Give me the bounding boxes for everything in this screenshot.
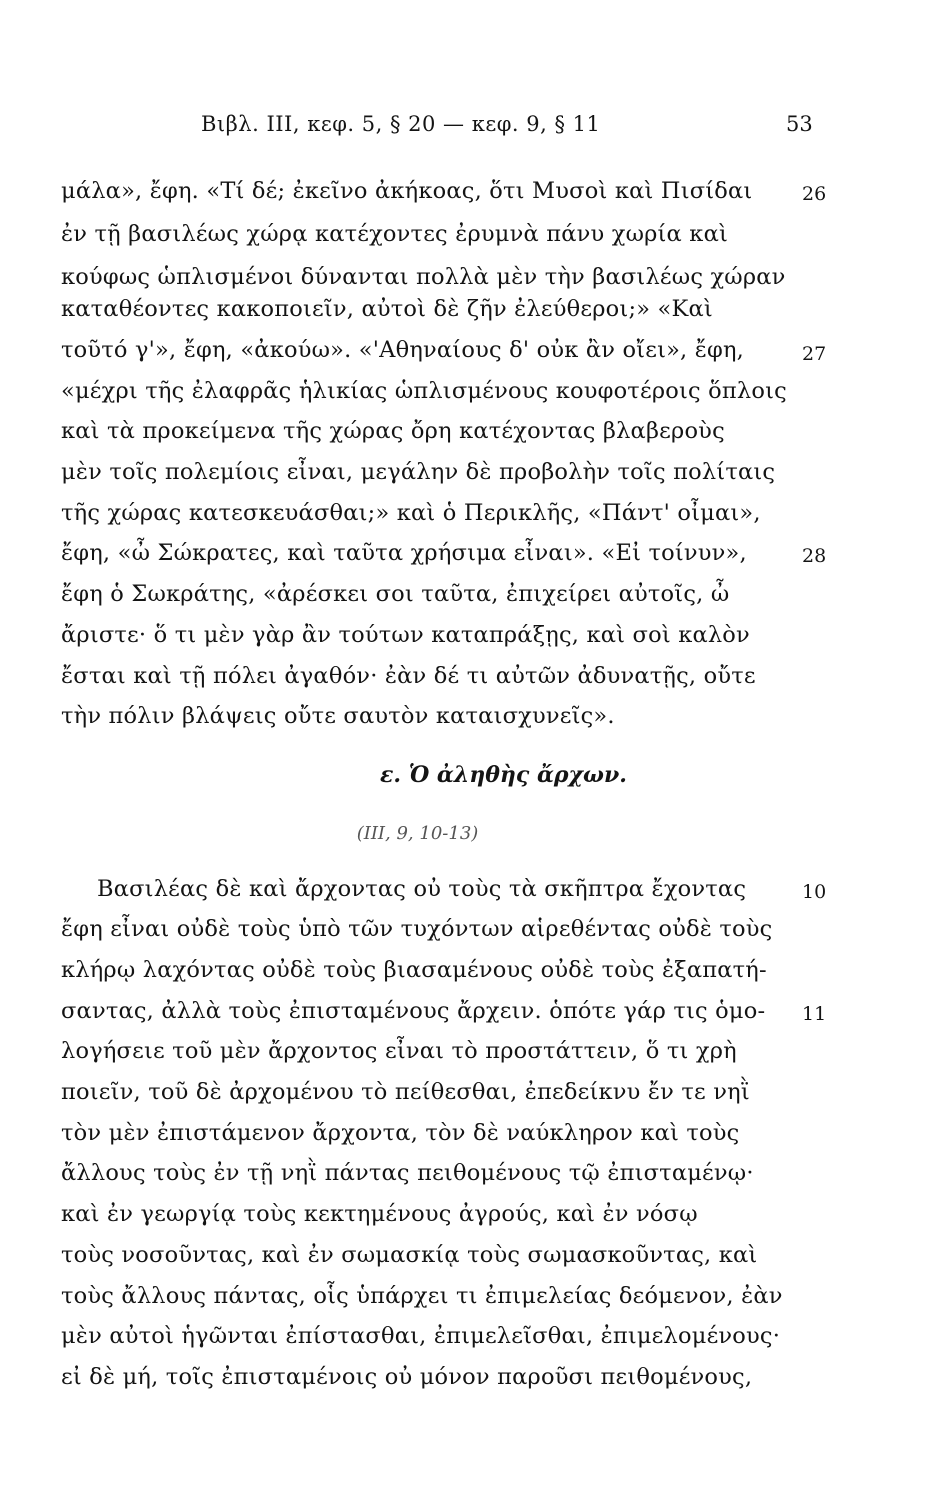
text-line: τοῦτό γ'», ἔφη, «ἀκούω». «'Αθηναίους δ' οὐκ ἂν οἴει», ἔφη, bbox=[61, 337, 745, 363]
text-line: ἔφη εἶναι οὐδὲ τοὺς ὑπὸ τῶν τυχόντων αἱρεθέντας οὐδὲ τοὺς bbox=[61, 916, 773, 942]
text-line: τὴν πόλιν βλάψεις οὔτε σαυτὸν καταισχυνεῖς». bbox=[61, 703, 615, 729]
text-line: τοὺς ἄλλους πάντας, οἷς ὑπάρχει τι ἐπιμελείας δεόμενον, ἐὰν bbox=[61, 1283, 783, 1309]
running-head: Βιβλ. III, κεφ. 5, § 20 — κεφ. 9, § 11 bbox=[201, 112, 601, 136]
margin-section-number: 28 bbox=[802, 545, 827, 567]
text-line: καὶ ἐν γεωργίᾳ τοὺς κεκτημένους ἀγρούς, καὶ ἐν νόσῳ bbox=[61, 1201, 698, 1227]
page-number: 53 bbox=[786, 112, 813, 136]
text-line: κούφως ὡπλισμένοι δύνανται πολλὰ μὲν τὴν βασιλέως χώραν bbox=[61, 264, 786, 290]
margin-section-number: 11 bbox=[802, 1003, 827, 1025]
margin-section-number: 26 bbox=[802, 183, 827, 205]
text-line: εἰ δὲ μή, τοῖς ἐπισταμένοις οὐ μόνον παροῦσι πειθομένους, bbox=[61, 1364, 753, 1390]
text-line: καὶ τὰ προκείμενα τῆς χώρας ὄρη κατέχοντας βλαβεροὺς bbox=[61, 418, 725, 444]
text-line: σαντας, ἀλλὰ τοὺς ἐπισταμένους ἄρχειν. ὁπότε γάρ τις ὁμο- bbox=[61, 998, 766, 1024]
text-line: ἔφη ὁ Σωκράτης, «ἀρέσκει σοι ταῦτα, ἐπιχείρει αὐτοῖς, ὦ bbox=[61, 581, 730, 607]
text-line: μάλα», ἔφη. «Τί δέ; ἐκεῖνο ἀκήκοας, ὅτι Μυσοὶ καὶ Πισίδαι bbox=[61, 178, 753, 204]
text-line: ἄριστε· ὅ τι μὲν γὰρ ἂν τούτων καταπράξῃς, καὶ σοὶ καλὸν bbox=[61, 622, 750, 648]
text-line: καταθέοντες κακοποιεῖν, αὐτοὶ δὲ ζῆν ἐλεύθεροι;» «Καὶ bbox=[61, 296, 713, 322]
margin-section-number: 10 bbox=[802, 881, 827, 903]
text-line: μὲν αὐτοὶ ἡγῶνται ἐπίστασθαι, ἐπιμελεῖσθαι, ἐπιμελομένους· bbox=[61, 1323, 781, 1349]
text-line: τῆς χώρας κατεσκευάσθαι;» καὶ ὁ Περικλῆς, «Πάντ' οἶμαι», bbox=[61, 500, 761, 526]
text-line: ἔφη, «ὦ Σώκρατες, καὶ ταῦτα χρήσιμα εἶναι». «Εἰ τοίνυν», bbox=[61, 540, 747, 566]
text-line: λογήσειε τοῦ μὲν ἄρχοντος εἶναι τὸ προστάττειν, ὅ τι χρὴ bbox=[61, 1038, 737, 1064]
section-title: ε. Ὁ ἀληθὴς ἄρχων. bbox=[380, 762, 627, 788]
text-line: τοὺς νοσοῦντας, καὶ ἐν σωμασκίᾳ τοὺς σωμασκοῦντας, καὶ bbox=[61, 1242, 758, 1268]
text-line: Βασιλέας δὲ καὶ ἄρχοντας οὐ τοὺς τὰ σκῆπτρα ἔχοντας bbox=[97, 876, 747, 902]
section-reference: (III, 9, 10-13) bbox=[356, 823, 479, 844]
text-line: ἄλλους τοὺς ἐν τῇ νηῒ πάντας πειθομένους τῷ ἐπισταμένῳ· bbox=[61, 1160, 754, 1186]
text-line: ποιεῖν, τοῦ δὲ ἀρχομένου τὸ πείθεσθαι, ἐπεδείκνυ ἔν τε νηῒ bbox=[61, 1079, 750, 1105]
text-line: τὸν μὲν ἐπιστάμενον ἄρχοντα, τὸν δὲ ναύκληρον καὶ τοὺς bbox=[61, 1120, 740, 1146]
text-line: μὲν τοῖς πολεμίοις εἶναι, μεγάλην δὲ προβολὴν τοῖς πολίταις bbox=[61, 459, 776, 485]
text-line: κλήρῳ λαχόντας οὐδὲ τοὺς βιασαμένους οὐδὲ τοὺς ἐξαπατή- bbox=[61, 957, 767, 983]
text-line: ἔσται καὶ τῇ πόλει ἀγαθόν· ἐὰν δέ τι αὐτῶν ἀδυνατῇς, οὔτε bbox=[61, 663, 756, 689]
text-line: ἐν τῇ βασιλέως χώρᾳ κατέχοντες ἐρυμνὰ πάνυ χωρία καὶ bbox=[61, 221, 728, 247]
text-line: «μέχρι τῆς ἐλαφρᾶς ἡλικίας ὡπλισμένους κουφοτέροις ὅπλοις bbox=[61, 378, 787, 404]
margin-section-number: 27 bbox=[802, 343, 827, 365]
